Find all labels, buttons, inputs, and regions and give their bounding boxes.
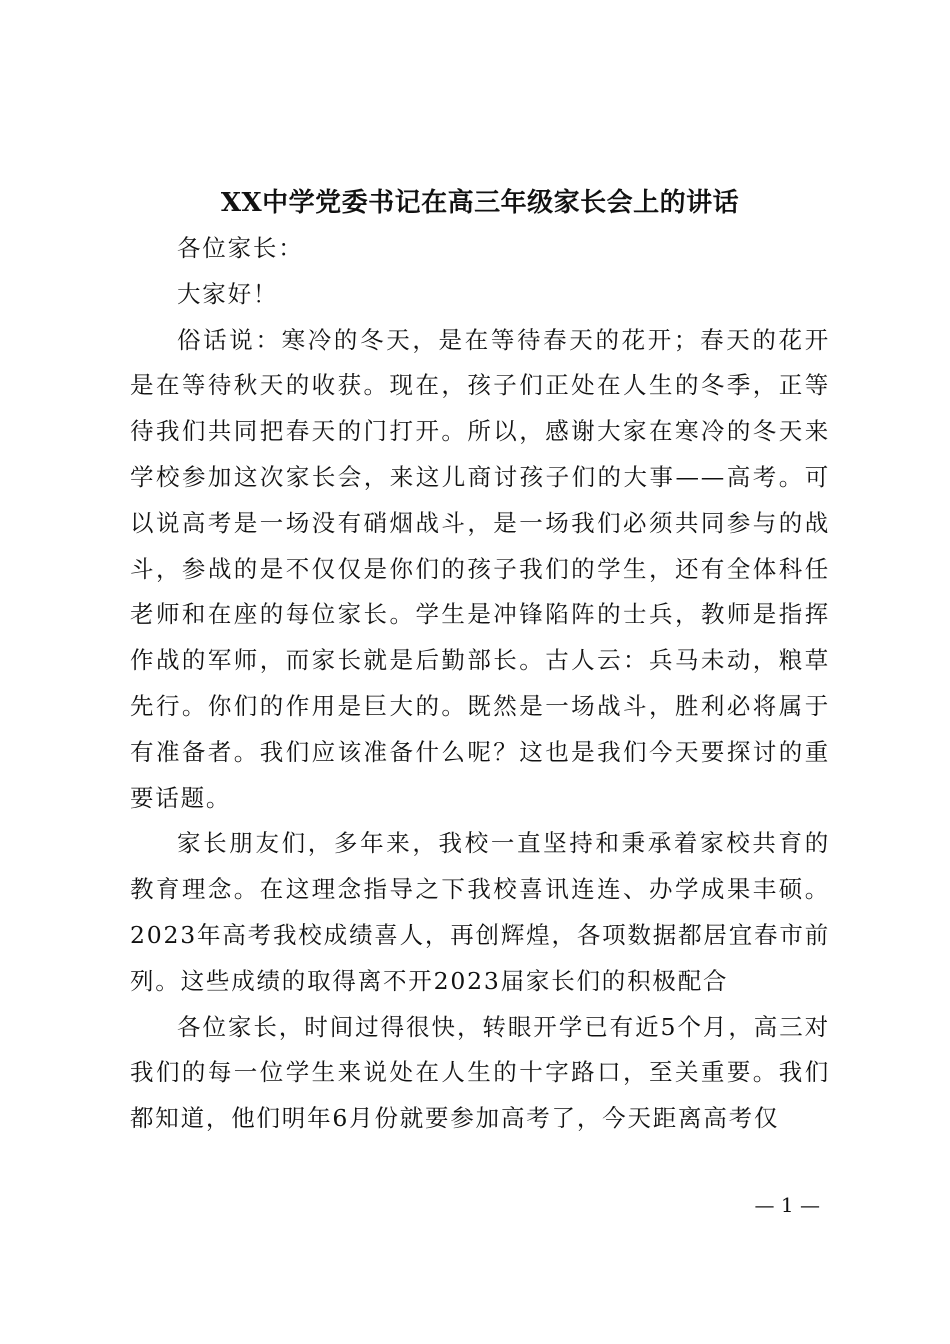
salutation: 各位家长： (177, 234, 304, 262)
paragraph-intro: 俗话说：寒冷的冬天，是在等待春天的花开；春天的花开是在等待秋天的收获。现在，孩子们正处在人生的冬季，正等待我们共同把春天的门打开。所以，感谢大家在寒冷的冬天来学校参加这次家长会，来这儿商讨孩子们的大事——高考。可以说高考是一场没有硝烟战斗，是一场我们必须共同参与的战斗，参战的是不仅仅是你们的孩子我们的学生，还有全体科任老师和在座的每位家长。学生是冲锋陷阵的士兵，教师是指挥作战的军师，而家长就是后勤部长。古人云：兵马未动，粮草先行。你们的作用是巨大的。既然是一场战斗，胜利必将属于有准备者。我们应该准备什么呢？这也是我们今天要探讨的重要话题。 (130, 325, 830, 812)
document-body (130, 226, 830, 1142)
paragraph-timeline: 各位家长，时间过得很快，转眼开学已有近5个月，高三对我们的每一位学生来说处在人生的十字路口，至关重要。我们都知道，他们明年6月份就要参加高考了，今天距离高考仅 (130, 1012, 830, 1133)
greeting: 大家好！ (177, 279, 279, 308)
page-number: — 1 — (754, 1193, 820, 1217)
document-title: XX中学党委书记在高三年级家长会上的讲话 (220, 188, 740, 218)
paragraph-achievements: 家长朋友们，多年来，我校一直坚持和秉承着家校共育的教育理念。在这理念指导之下我校喜讯连连、办学成果丰硕。2023年高考我校成绩喜人，再创辉煌，各项数据都居宜春市前列。这些成绩的取得离不开2023届家长们的积极配合 (130, 829, 830, 995)
